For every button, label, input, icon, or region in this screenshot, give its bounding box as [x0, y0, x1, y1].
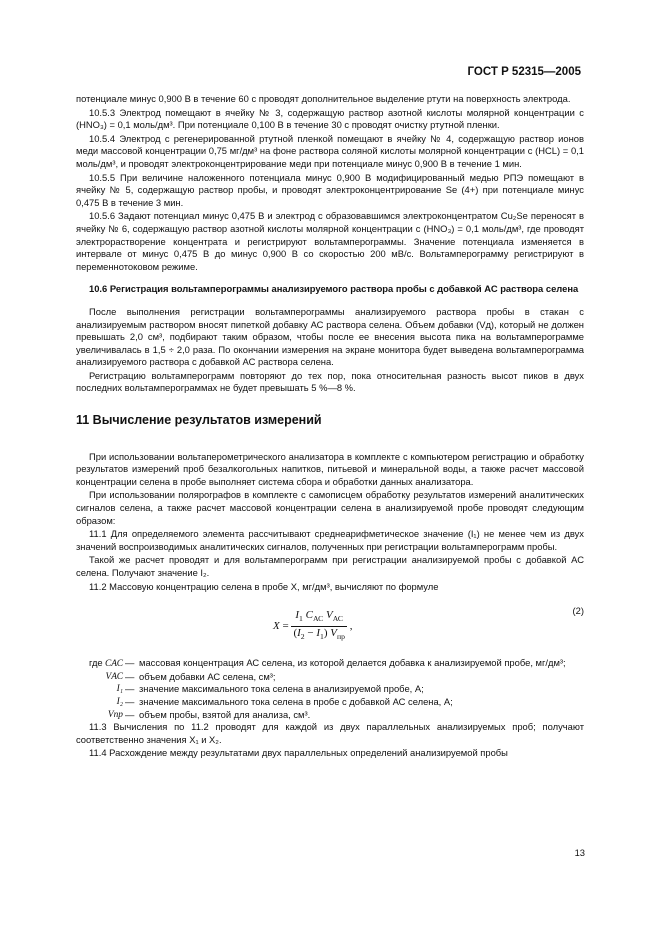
document-body	[76, 93, 584, 761]
paragraph-11-b: При использовании полярографов в комплекте с самописцем обработку результатов измерений аналитических сигналов селена, а также расчет массовой концентрации селена в анализируемой пробе проводят следующим образом:	[76, 489, 584, 526]
definition-symbol: VАС	[105, 671, 123, 682]
paragraph-11-3: 11.3 Вычисления по 11.2 проводят для каждой из двух параллельных анализируемых проб; получают соответственно значения X₁ и X₂.	[76, 721, 584, 745]
heading-10-6: 10.6 Регистрация вольтамперограммы анализируемого раствора пробы с добавкой АС раствора селена	[89, 283, 579, 295]
definition-symbol: где CАС	[88, 657, 123, 670]
variable-definitions	[76, 657, 584, 721]
paragraph-11-a: При использовании вольтаперометрического анализатора в комплекте с компьютером регистрацию и обработку результатов измерений проб безалкогольных напитков, питьевой и минеральной воды, а также расчет массовой концентрации селена в пробе выполняет система сбора и обработки данных анализатора.	[76, 450, 584, 487]
paragraph-10-5-6: 10.5.6 Задают потенциал минус 0,475 В и электрод с образовавшимся электроконцентратом Cu₂Se переносят в ячейку № 6, содержащую раствор азотной кислоты молярной концентрации c (HNO₃) = 0,1 моль/дм³, где проводят электрорастворение концентрата и регистрируют вольтамперограммы. Значение потенциала изменяется в интервале от минус 0,475 В до минус 0,900 В со скоростью 200 мВ/с. Вольтамперограмму регистрируют в переменнотоковом режиме.	[76, 210, 584, 272]
paragraph-10-5-5: 10.5.5 При величине наложенного потенциала минус 0,900 В модифицированный медью РПЭ помещают в ячейку № 5, содержащую раствор пробы, и проводят электроконцентрирование Se (4+) при потенциале минус 0,475 В в течение 3 мин.	[76, 171, 584, 208]
paragraph-11-2: 11.2 Массовую концентрацию селена в пробе X, мг/дм³, вычисляют по формуле	[89, 580, 439, 592]
section-11-heading: 11 Вычисление результатов измерений	[76, 413, 322, 428]
formula-expression: X = $\frac{I_1 C_{АС} V_{АС}}{(I_2 - I_1) V_{пр}}$ ,	[273, 609, 353, 644]
definition-symbol: Vпр	[107, 709, 123, 720]
definition-text: объем добавки АС селена, см³;	[139, 670, 276, 682]
page-header: ГОСТ Р 52315—2005	[467, 66, 581, 78]
definition-symbol: I₂	[116, 696, 123, 707]
page-number: 13	[574, 847, 585, 858]
definition-text: массовая концентрация АС селена, из которой делается добавка к анализируемой пробе, мг/дм³;	[139, 657, 566, 669]
formula-fraction: $\frac{I_1 C_{АС} V_{АС}}{(I_2 - I_1) V_{пр}}$	[293, 609, 345, 642]
definition-dash: —	[125, 670, 135, 682]
formula-2	[76, 603, 584, 653]
paragraph-10-6-b: Регистрацию вольтамперограмм повторяют до тех пор, пока относительная разность высот пиков в двух последних вольтамперограммах не будет превышать 5 %—8 %.	[76, 369, 584, 394]
paragraph-continuation: потенциале минус 0,900 В в течение 60 с проводят дополнительное выделение ртути на поверхность электрода.	[76, 93, 571, 104]
definition-dash: —	[125, 695, 135, 707]
definition-symbol: I₁	[116, 684, 123, 695]
definition-text: объем пробы, взятой для анализа, см³.	[139, 708, 311, 720]
definition-dash: —	[125, 683, 135, 695]
paragraph-10-6-a: После выполнения регистрации вольтамперограммы анализируемого раствора пробы в стакан с анализируемым раствором вносят пипеткой добавку АС раствора селена. Объем добавки (Vд), который не должен превышать 2,0 см³, подбирают таким образом, чтобы после ее внесения высота пика на вольтамперограмме увеличивалась в 1,5 ÷ 2,0 раза. По окончании измерения на экране монитора будет выведена вольтамперограмма анализируемого раствора с добавкой АС раствора селена.	[76, 305, 584, 368]
definition-text: значение максимального тока селена в анализируемой пробе, А;	[139, 683, 424, 695]
definition-dash: —	[125, 708, 135, 720]
paragraph-10-5-3: 10.5.3 Электрод помещают в ячейку № 3, содержащую раствор азотной кислоты молярной концентрации c (HNO₃) = 0,1 моль/дм³. При потенциале 0,100 В в течение 30 с проводят очистку ртутной пленки.	[76, 106, 584, 131]
paragraph-11-4: 11.4 Расхождение между результатами двух параллельных определений анализируемой пробы	[89, 747, 508, 759]
paragraph-11-1: 11.1 Для определяемого элемента рассчитывают среднеарифметическое значение (I₁) не менее чем из двух значений воспроизводимых аналитических сигналов, полученных при регистрации вольтамперограмм пробы.	[76, 528, 584, 552]
definition-text: значение максимального тока селена в пробе с добавкой АС селена, А;	[139, 695, 453, 707]
paragraph-11-1-b: Такой же расчет проводят и для вольтамперограмм при регистрации анализируемой пробы с добавкой АС селена. Получают значение I₂.	[76, 554, 584, 578]
paragraph-10-5-4: 10.5.4 Электрод с регенерированной ртутной пленкой помещают в ячейку № 4, содержащую раствор ионов меди массовой концентрации 0,75 мг/дм³ на фоне раствора соляной кислоты молярной концентрации c (HCL) = 0,1 моль/дм³, и проводят электроконцентрирование меди при потенциале минус 0,900 В в течение 1 мин.	[76, 132, 584, 169]
formula-number: (2)	[572, 605, 584, 617]
definition-dash: —	[125, 657, 135, 669]
